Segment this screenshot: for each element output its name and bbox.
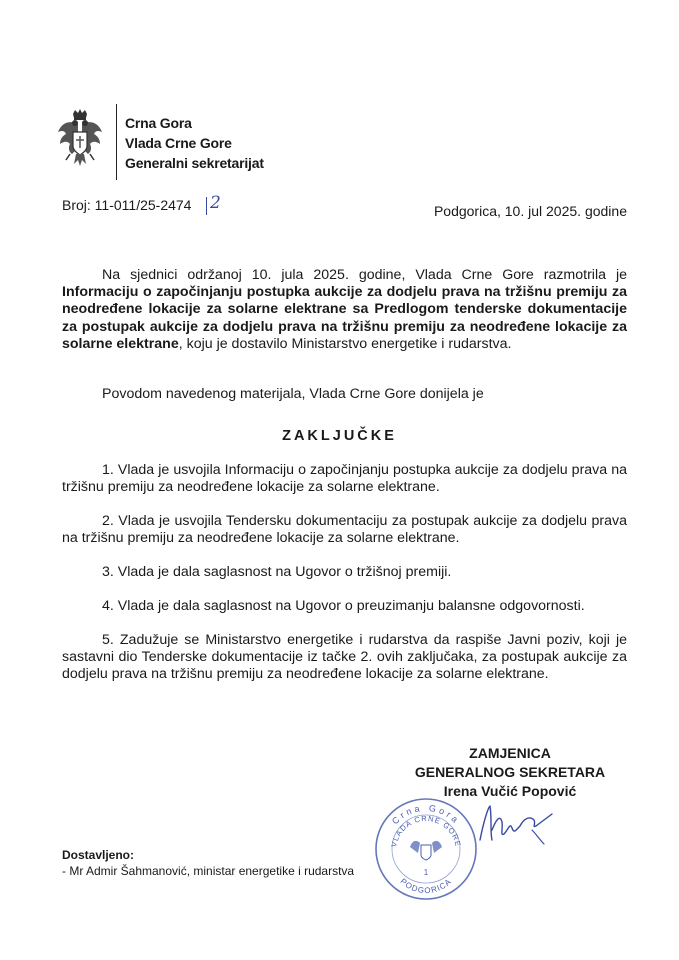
official-stamp: [372, 795, 480, 901]
signatory-name: Irena Vučić Popović: [443, 783, 577, 799]
conclusion-item-1: 1. Vlada je usvojila Informaciju o započinjanju postupka aukcije za dodjelu prava na tržišnu premiju za neodređene lokacije za solarne elektrane.: [62, 462, 627, 496]
intro-text-2: , koju je dostavilo Ministarstvo energetike i rudarstva.: [178, 335, 512, 352]
reference-number: Broj: 11-011/25-2474: [62, 197, 192, 213]
signatory-title-1: ZAMJENICA: [469, 745, 551, 761]
header-government: Vlada Crne Gore: [125, 135, 232, 151]
handwritten-suffix: 2: [210, 193, 221, 213]
stamp-number: 1: [423, 868, 429, 877]
handwritten-mark: [206, 197, 207, 215]
stamp-emblem-icon: [410, 841, 442, 853]
header-country: Crna Gora: [125, 115, 192, 131]
place-date: Podgorica, 10. jul 2025. godine: [433, 203, 627, 219]
header-department: Generalni sekretarijat: [125, 155, 264, 171]
conclusion-item-5: 5. Zadužuje se Ministarstvo energetike i rudarstva da raspiše Javni poziv, koji je sastavni dio Tenderske dokumentacije iz tačke 2. ovih zaključaka, za postupak aukcije za dodjelu prava na tržišnu premiju za neodređene lokacije za solarne elektrane.: [62, 632, 627, 683]
conclusion-item-4: 4. Vlada je dala saglasnost na Ugovor o preuzimanju balansne odgovornosti.: [102, 598, 585, 614]
povodom-line: Povodom navedenog materijala, Vlada Crne Gore donijela je: [102, 386, 484, 402]
stamp-top-text: Crna Gora: [389, 802, 463, 827]
intro-text-1: Na sjednici održanoj 10. jula 2025. godine, Vlada Crne Gore razmotrila je: [102, 267, 627, 283]
distribution-recipient: - Mr Admir Šahmanović, ministar energetike i rudarstva: [62, 864, 355, 878]
distribution-label: Dostavljeno:: [62, 848, 135, 862]
conclusion-item-2: 2. Vlada je usvojila Tendersku dokumentaciju za postupak aukcije za dodjelu prava na tržišnu premiju za neodređene lokacije za solarne elektrane.: [62, 513, 627, 547]
conclusions-title: ZAKLJUČKE: [282, 428, 397, 444]
stamp-middle-text: VLADA CRNE GORE: [389, 813, 463, 848]
intro-bold-subject: Informaciju o započinjanju postupka aukcije za dodjelu prava na tržišnu premiju za neodređene lokacije za solarne elektrane sa Predlogom tenderske dokumentacije za postupak aukcije za dodjelu prava na tržišnu premiju za neodređene lokacije za solarne elektrane: [62, 284, 627, 352]
handwritten-signature: [474, 800, 556, 850]
intro-paragraph: [62, 267, 627, 353]
montenegro-coat-of-arms-icon: [56, 108, 104, 172]
stamp-bottom-text: PODGORICA: [398, 876, 454, 896]
header-divider: [116, 104, 117, 180]
signatory-title-2: GENERALNOG SEKRETARA: [414, 764, 606, 780]
conclusion-item-3: 3. Vlada je dala saglasnost na Ugovor o tržišnoj premiji.: [102, 564, 452, 580]
